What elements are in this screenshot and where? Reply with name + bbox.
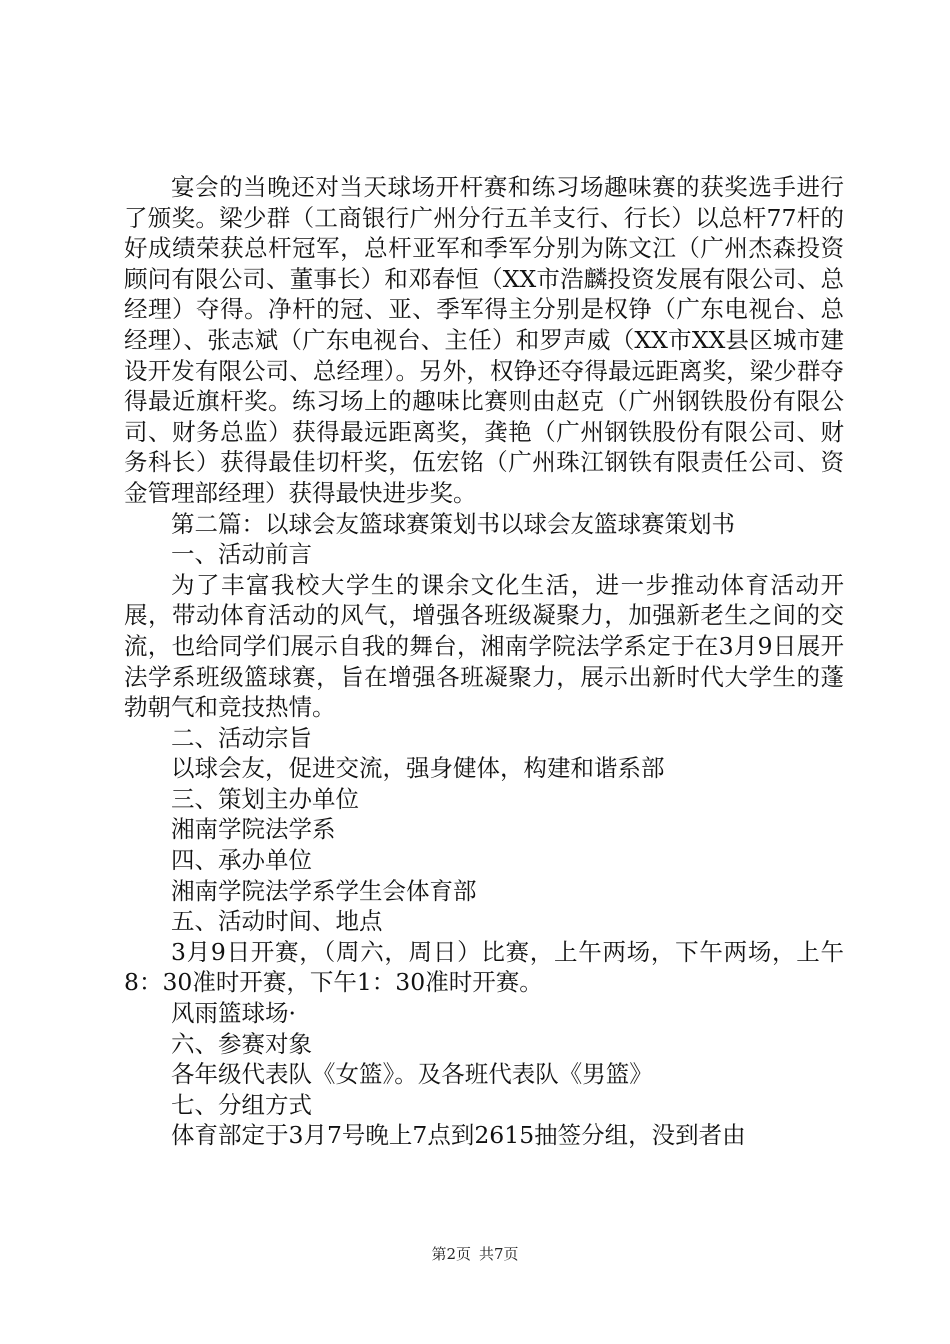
paragraph-activity-preface: 为了丰富我校大学生的课余文化生活，进一步推动体育活动开展，带动体育活动的风气，增强各班级凝聚力，加强新老生之间的交流，也给同学们展示自我的舞台，湘南学院法学系定于在3月9日展开法学系班级篮球赛，旨在增强各班凝聚力，展示出新时代大学生的蓬勃朝气和竞技热情。 [124,570,844,722]
heading-activity-preface: 一、活动前言 [171,540,312,569]
page-footer [0,1243,950,1264]
section-title-second-article: 第二篇：以球会友篮球赛策划书以球会友篮球赛策划书 [171,509,735,538]
paragraph-grouping: 体育部定于3月7号晚上7点到2615抽签分组，没到者由 [171,1121,746,1150]
paragraph-participants: 各年级代表队《女篮》。及各班代表队《男篮》 [171,1060,653,1089]
heading-participants: 六、参赛对象 [171,1029,312,1058]
heading-host-unit: 四、承办单位 [171,846,312,875]
heading-activity-purpose: 二、活动宗旨 [171,723,312,752]
paragraph-time: 3月9日开赛，（周六，周日）比赛，上午两场，下午两场，上午8：30准时开赛，下午1：30准时开赛。 [124,937,844,997]
page-number: 第2页 [431,1245,471,1263]
paragraph-host-unit: 湘南学院法学系学生会体育部 [171,876,477,905]
paragraph-location: 风雨篮球场· [171,999,296,1028]
paragraph-activity-purpose: 以球会友，促进交流，强身健体，构建和谐系部 [171,754,665,783]
page-total: 共7页 [479,1245,519,1263]
document-body [124,172,844,1151]
paragraph-organizer: 湘南学院法学系 [171,815,336,844]
heading-time-location: 五、活动时间、地点 [171,907,383,936]
heading-grouping: 七、分组方式 [171,1090,312,1119]
heading-organizer: 三、策划主办单位 [171,784,359,813]
paragraph-awards: 宴会的当晚还对当天球场开杆赛和练习场趣味赛的获奖选手进行了颁奖。梁少群（工商银行广州分行五羊支行、行长）以总杆77杆的好成绩荣获总杆冠军，总杆亚军和季军分别为陈文江（广州杰森投资顾问有限公司、董事长）和邓春恒（XX市浩麟投资发展有限公司、总经理）夺得。净杆的冠、亚、季军得主分别是权铮（广东电视台、总经理）、张志斌（广东电视台、主任）和罗声威（XX市XX县区城市建设开发有限公司、总经理）。另外，权铮还夺得最远距离奖，梁少群夺得最近旗杆奖。练习场上的趣味比赛则由赵克（广州钢铁股份有限公司、财务总监）获得最远距离奖，龚艳（广州钢铁股份有限公司、财务科长）获得最佳切杆奖，伍宏铭（广州珠江钢铁有限责任公司、资金管理部经理）获得最快进步奖。 [124,173,844,507]
